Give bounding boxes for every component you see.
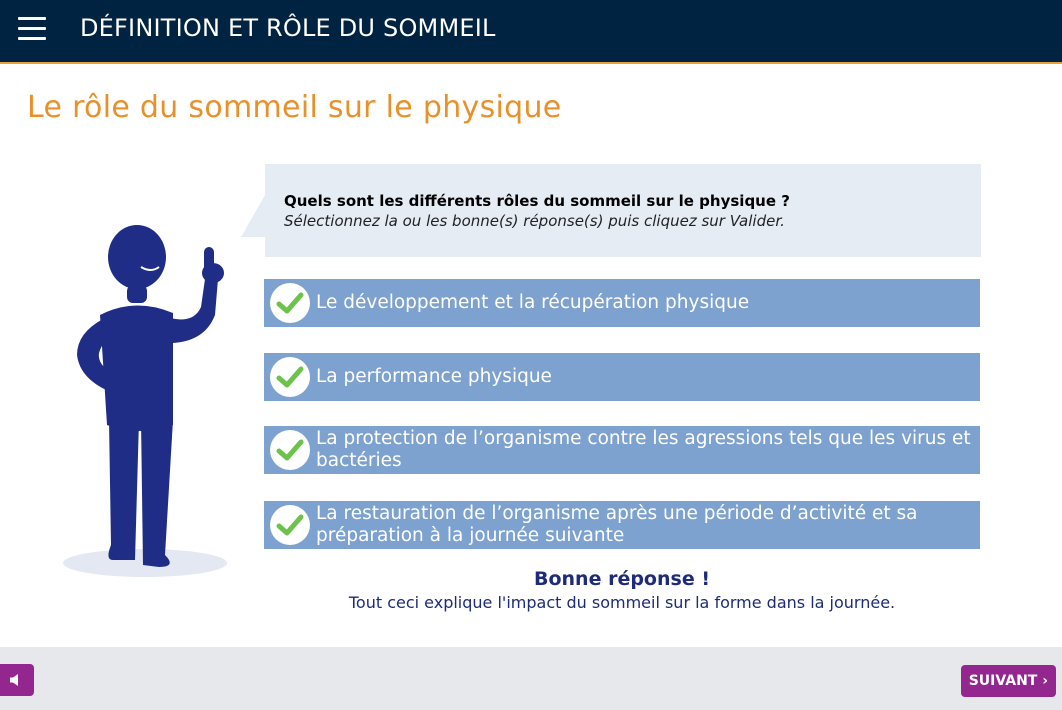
- check-icon: [270, 283, 310, 323]
- speaker-icon: [9, 673, 23, 687]
- check-icon: [270, 430, 310, 470]
- page-title: Le rôle du sommeil sur le physique: [27, 90, 562, 125]
- footer-bar: [0, 647, 1062, 710]
- header-bar: [0, 0, 1062, 64]
- check-icon: [270, 357, 310, 397]
- chevron-right-icon: ›: [1042, 673, 1048, 689]
- answer-option-label: La performance physique: [316, 366, 552, 387]
- question-text: Quels sont les différents rôles du sommeil sur le physique ?: [284, 192, 790, 210]
- feedback-title: Bonne réponse !: [533, 568, 710, 590]
- answer-option-label: Le développement et la récupération physique: [316, 292, 750, 313]
- question-instruction: Sélectionnez la ou les bonne(s) réponse(s) puis cliquez sur Valider.: [284, 212, 785, 230]
- answer-option-1[interactable]: [264, 279, 980, 327]
- check-icon: [270, 505, 310, 545]
- answer-option-label: La restauration de l’organisme après une période d’activité et sa préparation à la journée suivante: [316, 503, 918, 546]
- audio-button[interactable]: [0, 664, 34, 696]
- speech-bubble-tail: [241, 195, 265, 237]
- character-illustration: [55, 215, 255, 585]
- feedback-text: Tout ceci explique l'impact du sommeil sur la forme dans la journée.: [348, 593, 896, 612]
- next-button[interactable]: [961, 665, 1056, 697]
- answer-option-3[interactable]: [264, 426, 980, 474]
- answer-option-2[interactable]: [264, 353, 980, 401]
- answer-option-label: La protection de l’organisme contre les agressions tels que les virus et bactéries: [316, 428, 971, 471]
- header-title: DÉFINITION ET RÔLE DU SOMMEIL: [80, 14, 496, 42]
- menu-icon[interactable]: [18, 17, 46, 41]
- next-button-label: SUIVANT: [968, 673, 1038, 689]
- question-bubble: [265, 164, 981, 257]
- answer-option-4[interactable]: [264, 501, 980, 549]
